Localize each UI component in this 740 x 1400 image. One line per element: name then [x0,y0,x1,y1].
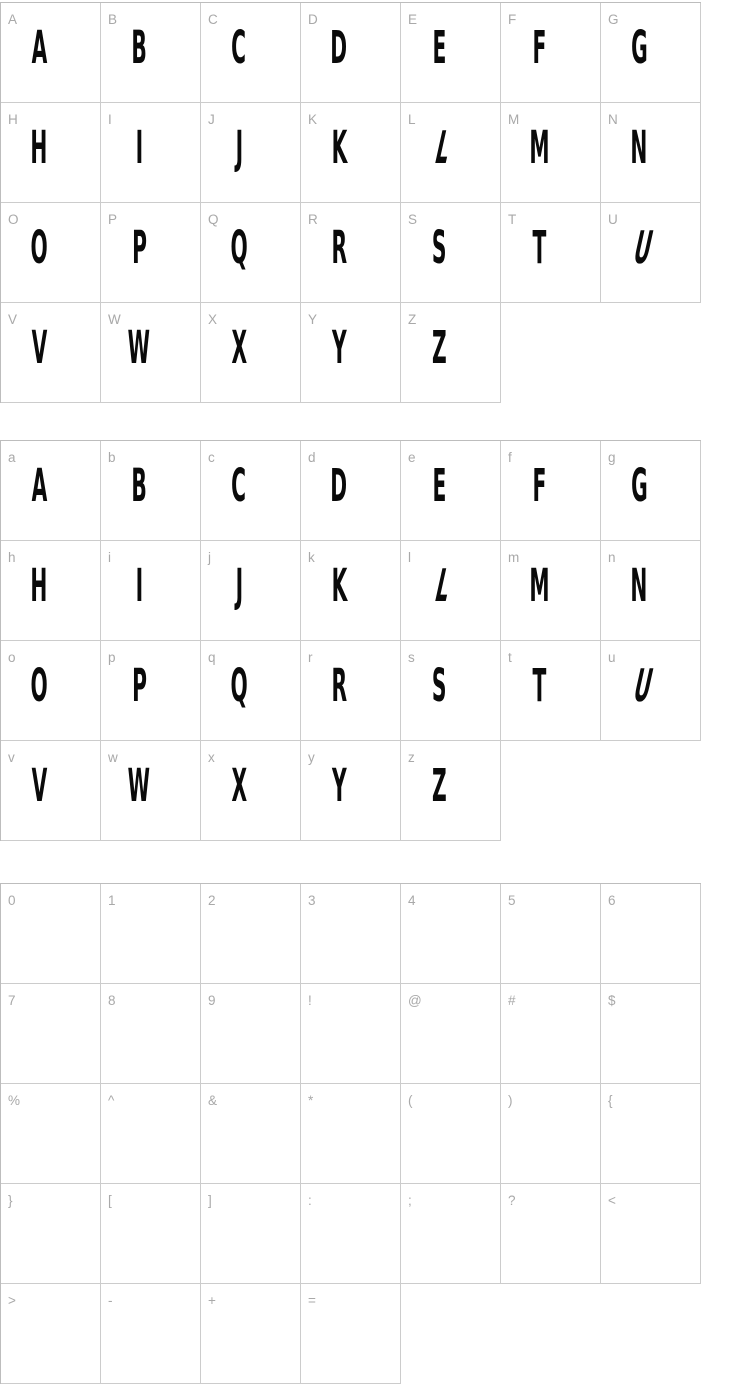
glyph-cell-u [601,641,701,741]
glyph-preview: L [430,559,456,612]
glyph-preview: O [30,659,48,712]
glyph-preview: J [235,559,243,612]
glyph-cell-label: Y [308,312,318,327]
glyph-cell-$ [601,984,701,1084]
glyph-cell-Z [401,303,501,403]
glyph-cell-label: Z [408,312,417,327]
glyph-cell-C [201,3,301,103]
glyph-cell-e [401,441,501,541]
glyph-preview: F [532,459,546,512]
glyph-cell-label: + [208,1293,216,1308]
glyph-cell-- [101,1284,201,1384]
glyph-cell-label: ; [408,1193,412,1208]
glyph-cell-label: m [508,550,520,565]
glyph-cell-R [301,203,401,303]
glyph-cell-o [1,641,101,741]
glyph-preview: B [131,21,147,74]
glyph-cell-} [1,1184,101,1284]
glyph-cell-label: * [308,1093,314,1108]
glyph-cell-label: v [8,750,15,765]
glyph-cell-U [601,203,701,303]
glyph-cell-? [501,1184,601,1284]
glyph-preview: N [630,559,648,612]
glyph-cell-I [101,103,201,203]
glyph-preview: C [231,459,247,512]
glyph-cell-Y [301,303,401,403]
glyph-cell-X [201,303,301,403]
glyph-cell-9 [201,984,301,1084]
glyph-cell-label: P [108,212,118,227]
glyph-cell-label: D [308,12,318,27]
glyph-cell-z [401,741,501,841]
glyph-cell-r [301,641,401,741]
glyph-cell-label: - [108,1293,113,1308]
glyph-cell-label: a [8,450,16,465]
glyph-preview: U [628,659,657,712]
glyph-preview: D [330,459,348,512]
glyph-cell-E [401,3,501,103]
glyph-cell-f [501,441,601,541]
glyph-preview: H [30,559,48,612]
glyph-cell-s [401,641,501,741]
glyph-cell-y [301,741,401,841]
glyph-preview: K [331,559,347,612]
glyph-cell-label: I [108,112,112,127]
glyph-cell-label: z [408,750,415,765]
glyph-cell-K [301,103,401,203]
glyph-cell-label: R [308,212,318,227]
glyph-cell-label: { [608,1093,613,1108]
glyph-cell-N [601,103,701,203]
glyph-cell-label: d [308,450,316,465]
glyph-preview: Y [331,321,347,374]
glyph-preview: P [131,221,147,274]
glyph-preview: U [628,221,657,274]
glyph-cell-label: C [208,12,218,27]
glyph-cell-0 [1,884,101,984]
glyph-cell-B [101,3,201,103]
glyph-cell-label: F [508,12,517,27]
glyph-cell-h [1,541,101,641]
glyph-preview: G [630,459,648,512]
glyph-cell-8 [101,984,201,1084]
glyph-cell-label: 6 [608,893,616,908]
glyph-cell-label: t [508,650,512,665]
glyph-cell-: [301,1184,401,1284]
glyph-cell-b [101,441,201,541]
glyph-cell-label: 8 [108,993,116,1008]
charmap-table-uppercase [0,2,701,403]
glyph-preview: X [231,321,247,374]
glyph-cell-label: S [408,212,418,227]
glyph-cell-{ [601,1084,701,1184]
glyph-cell-label: c [208,450,215,465]
glyph-preview: S [431,221,447,274]
glyph-preview: R [331,221,347,274]
glyph-cell-label: ] [208,1193,212,1208]
glyph-preview: Y [331,759,347,812]
glyph-cell-T [501,203,601,303]
glyph-cell-^ [101,1084,201,1184]
glyph-cell-label: h [8,550,16,565]
charmap-table-numbers-punctuation [0,883,701,1384]
glyph-preview: V [31,321,47,374]
glyph-preview: C [231,21,247,74]
glyph-cell-label: k [308,550,315,565]
glyph-cell-label: N [608,112,618,127]
glyph-preview: A [31,21,47,74]
glyph-cell-l [401,541,501,641]
glyph-cell-M [501,103,601,203]
glyph-cell-label: V [8,312,18,327]
glyph-preview: Z [431,759,447,812]
glyph-cell-label: g [608,450,616,465]
glyph-cell-label: s [408,650,415,665]
glyph-cell-label: > [8,1293,16,1308]
glyph-cell-label: r [308,650,313,665]
glyph-cell-label: M [508,112,520,127]
glyph-cell-a [1,441,101,541]
glyph-cell-Q [201,203,301,303]
glyph-cell-label: = [308,1293,316,1308]
glyph-preview: Q [230,221,248,274]
glyph-cell-3 [301,884,401,984]
glyph-cell-label: ( [408,1093,413,1108]
glyph-preview: G [630,21,648,74]
glyph-cell-L [401,103,501,203]
glyph-preview: O [30,221,48,274]
glyph-cell-label: G [608,12,619,27]
character-map [0,2,740,1384]
glyph-cell-( [401,1084,501,1184]
glyph-cell-label: ? [508,1193,516,1208]
glyph-cell-label: : [308,1193,312,1208]
glyph-preview: S [431,659,447,712]
glyph-cell-m [501,541,601,641]
glyph-cell-label: b [108,450,116,465]
glyph-cell-w [101,741,201,841]
glyph-cell-label: i [108,550,111,565]
glyph-cell-label: O [8,212,19,227]
glyph-cell-label: j [208,550,211,565]
glyph-cell-label: ) [508,1093,513,1108]
glyph-cell-label: } [8,1193,13,1208]
glyph-cell-label: l [408,550,411,565]
glyph-preview: E [432,21,446,74]
glyph-preview: T [532,221,546,274]
glyph-cell-n [601,541,701,641]
glyph-cell-* [301,1084,401,1184]
glyph-preview: F [532,21,546,74]
glyph-cell-label: p [108,650,116,665]
glyph-preview: L [430,121,456,174]
charmap-table-lowercase [0,440,701,841]
glyph-cell-label: e [408,450,416,465]
glyph-preview: A [31,459,47,512]
glyph-cell-label: ! [308,993,312,1008]
glyph-cell-label: n [608,550,616,565]
glyph-cell-< [601,1184,701,1284]
glyph-cell-p [101,641,201,741]
glyph-preview: V [31,759,47,812]
glyph-cell-label: x [208,750,215,765]
glyph-cell-c [201,441,301,541]
glyph-cell-@ [401,984,501,1084]
glyph-cell-label: o [8,650,16,665]
glyph-cell-label: K [308,112,318,127]
glyph-preview: M [528,121,550,174]
glyph-cell-q [201,641,301,741]
glyph-cell-label: # [508,993,516,1008]
glyph-cell-label: f [508,450,512,465]
glyph-cell-= [301,1284,401,1384]
glyph-cell-label: % [8,1093,21,1108]
glyph-cell-label: 7 [8,993,16,1008]
glyph-cell-label: @ [408,993,422,1008]
glyph-cell-label: u [608,650,616,665]
glyph-cell-) [501,1084,601,1184]
glyph-cell-label: U [608,212,618,227]
glyph-cell-label: 4 [408,893,416,908]
glyph-cell-g [601,441,701,541]
glyph-cell-! [301,984,401,1084]
glyph-preview: B [131,459,147,512]
glyph-cell-S [401,203,501,303]
glyph-cell-label: q [208,650,216,665]
glyph-cell-label: < [608,1193,616,1208]
glyph-cell-label: X [208,312,218,327]
glyph-cell-label: Q [208,212,219,227]
glyph-preview: E [432,459,446,512]
glyph-preview: J [235,121,243,174]
glyph-cell-t [501,641,601,741]
glyph-preview: X [231,759,247,812]
glyph-cell-label: 0 [8,893,16,908]
glyph-cell-label: 1 [108,893,116,908]
glyph-cell-label: 2 [208,893,216,908]
glyph-cell-label: $ [608,993,616,1008]
glyph-cell-label: L [408,112,416,127]
glyph-preview: W [127,321,151,374]
glyph-preview: I [135,559,143,612]
glyph-cell-label: ^ [108,1093,115,1108]
glyph-cell-7 [1,984,101,1084]
glyph-preview: Z [431,321,447,374]
glyph-cell-label: W [108,312,121,327]
glyph-cell-A [1,3,101,103]
glyph-cell-; [401,1184,501,1284]
glyph-cell-H [1,103,101,203]
glyph-cell-[ [101,1184,201,1284]
glyph-cell-# [501,984,601,1084]
glyph-cell-d [301,441,401,541]
glyph-cell-& [201,1084,301,1184]
glyph-cell-label: H [8,112,18,127]
glyph-cell-label: w [108,750,118,765]
glyph-cell-label: 9 [208,993,216,1008]
glyph-cell-label: & [208,1093,218,1108]
glyph-cell-4 [401,884,501,984]
glyph-cell-x [201,741,301,841]
glyph-preview: N [630,121,648,174]
glyph-preview: I [135,121,143,174]
glyph-cell-label: E [408,12,418,27]
glyph-cell-2 [201,884,301,984]
glyph-cell-G [601,3,701,103]
glyph-cell-W [101,303,201,403]
glyph-preview: P [131,659,147,712]
glyph-cell-label: A [8,12,18,27]
glyph-cell-D [301,3,401,103]
glyph-cell-j [201,541,301,641]
glyph-cell-% [1,1084,101,1184]
glyph-cell-P [101,203,201,303]
glyph-cell-1 [101,884,201,984]
glyph-preview: W [127,759,151,812]
glyph-cell-> [1,1284,101,1384]
glyph-cell-v [1,741,101,841]
glyph-cell-] [201,1184,301,1284]
glyph-cell-+ [201,1284,301,1384]
glyph-cell-5 [501,884,601,984]
glyph-cell-6 [601,884,701,984]
glyph-cell-label: 3 [308,893,316,908]
glyph-cell-label: J [208,112,215,127]
glyph-cell-J [201,103,301,203]
glyph-cell-V [1,303,101,403]
glyph-cell-F [501,3,601,103]
glyph-cell-label: T [508,212,517,227]
glyph-preview: H [30,121,48,174]
glyph-cell-O [1,203,101,303]
glyph-cell-label: y [308,750,315,765]
glyph-cell-label: [ [108,1193,112,1208]
glyph-cell-k [301,541,401,641]
glyph-preview: M [528,559,550,612]
glyph-preview: K [331,121,347,174]
glyph-preview: Q [230,659,248,712]
glyph-cell-label: B [108,12,118,27]
glyph-cell-label: 5 [508,893,516,908]
glyph-preview: R [331,659,347,712]
glyph-cell-i [101,541,201,641]
glyph-preview: D [330,21,348,74]
glyph-preview: T [532,659,546,712]
